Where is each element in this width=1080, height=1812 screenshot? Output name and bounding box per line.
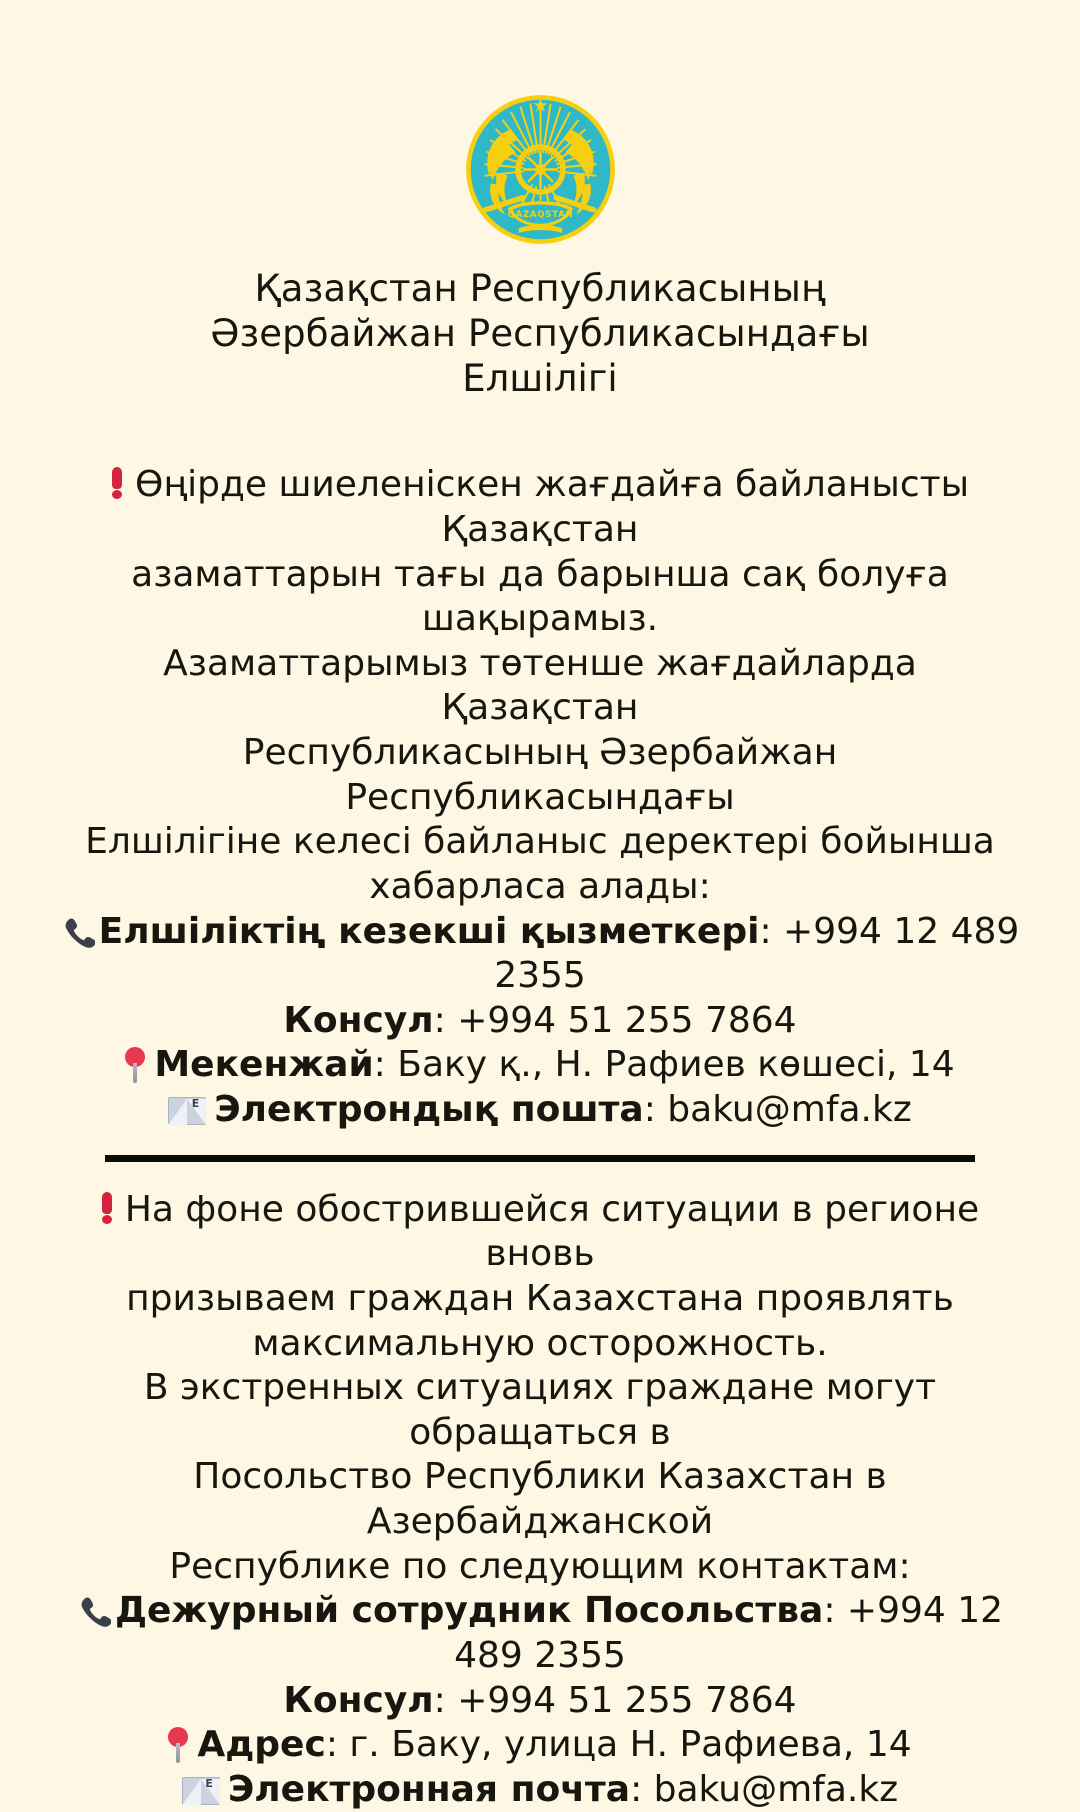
kazakh-contact-address [60, 1043, 1020, 1088]
russian-contact-consul [60, 1679, 1020, 1724]
email-icon: E [182, 1777, 220, 1805]
kazakh-email-label: Электрондық пошта [214, 1089, 644, 1131]
kazakh-address-value: Баку қ., Н. Рафиев көшесі, 14 [397, 1044, 955, 1086]
russian-email-label: Электронная почта [227, 1768, 631, 1810]
kazakh-address-label: Мекенжай [154, 1044, 374, 1086]
kazakh-notice-section [60, 463, 1020, 1132]
title-line-3: Елшілігі [462, 356, 618, 400]
russian-address-value: г. Баку, улица Н. Рафиева, 14 [349, 1724, 912, 1766]
kazakh-address-sep: : [373, 1044, 398, 1086]
page-title [160, 267, 920, 401]
kazakh-paragraph-line-3: Азаматтарымыз төтенше жағдайларда Қазақстан [163, 642, 917, 729]
kazakh-email-value[interactable]: baku@mfa.kz [667, 1089, 912, 1131]
kazakh-paragraph-line-1 [60, 463, 1020, 552]
kazakh-consul-sep: : [433, 999, 458, 1041]
kazakh-paragraph-line-2: азаматтарын тағы да барынша сақ болуға шақырамыз. [131, 553, 949, 640]
russian-address-sep: : [325, 1724, 350, 1766]
exclamation-icon [111, 467, 123, 501]
kazakh-paragraph-line-6: хабарласа алады: [369, 865, 711, 907]
russian-email-value[interactable]: baku@mfa.kz [653, 1768, 899, 1810]
russian-contact-duty-officer [60, 1589, 1020, 1678]
kazakh-paragraph [60, 463, 1020, 909]
kazakh-paragraph-line-4: Республикасының Әзербайжан Республикасындағы [242, 732, 838, 818]
russian-duty-officer-label: Дежурный сотрудник Посольства [114, 1590, 824, 1632]
kazakh-line-1-text: Өңірде шиеленіскен жағдайға байланысты Қазақстан [134, 464, 970, 550]
russian-paragraph-line-4: В экстренных ситуациях граждане могут обращаться в [143, 1367, 937, 1453]
phone-icon [77, 1594, 111, 1628]
kazakh-consul-value[interactable]: +994 51 255 7864 [457, 999, 797, 1041]
russian-duty-officer-value[interactable]: +994 12 489 2355 [454, 1590, 1004, 1676]
kazakh-paragraph-line-5: Елшілігіне келесі байланыс деректері бойынша [85, 821, 995, 863]
russian-consul-value[interactable]: +994 51 255 7864 [457, 1679, 797, 1721]
emblem-inscription: QAZAQSTAN [507, 209, 573, 220]
russian-contact-email [60, 1768, 1020, 1812]
title-line-1: Қазақстан Республикасының [254, 267, 826, 310]
russian-paragraph-line-2: призываем граждан Казахстана проявлять [126, 1277, 954, 1319]
russian-contacts [60, 1589, 1020, 1812]
kazakh-consul-label: Консул [283, 999, 434, 1041]
title-line-2: Әзербайжан Республикасындағы [210, 311, 870, 355]
russian-contact-address [60, 1723, 1020, 1768]
russian-paragraph-line-3: максимальную осторожность. [252, 1322, 828, 1364]
russian-consul-sep: : [433, 1679, 458, 1721]
kazakh-email-sep: : [643, 1089, 668, 1131]
emblem-container [0, 0, 1080, 247]
location-pin-icon [168, 1727, 188, 1763]
russian-address-label: Адрес [197, 1724, 326, 1766]
kazakh-duty-officer-label: Елшіліктің кезекші қызметкері [98, 910, 760, 952]
email-icon: E [168, 1097, 206, 1125]
russian-notice-section [60, 1188, 1020, 1812]
kazakh-duty-officer-sep: : [759, 910, 784, 952]
russian-line-1-text: На фоне обострившейся ситуации в регионе вновь [124, 1188, 980, 1275]
kazakh-contact-duty-officer [60, 910, 1020, 999]
russian-paragraph-line-1 [60, 1188, 1020, 1277]
russian-paragraph-line-6: Республике по следующим контактам: [169, 1545, 911, 1587]
kazakh-contact-email [60, 1088, 1020, 1133]
kazakh-duty-officer-value[interactable]: +994 12 489 2355 [494, 910, 1020, 997]
kazakh-contact-consul [60, 999, 1020, 1044]
russian-duty-officer-sep: : [823, 1590, 847, 1632]
kazakh-contacts [60, 910, 1020, 1133]
russian-paragraph [60, 1188, 1020, 1590]
section-divider [105, 1155, 975, 1162]
kazakhstan-state-emblem-icon [463, 92, 618, 247]
russian-consul-label: Консул [283, 1679, 434, 1721]
russian-paragraph-line-5: Посольство Республики Казахстан в Азербайджанской [193, 1456, 887, 1543]
russian-email-sep: : [630, 1768, 654, 1810]
exclamation-icon [101, 1192, 113, 1226]
location-pin-icon [125, 1047, 145, 1083]
phone-icon [61, 915, 95, 949]
